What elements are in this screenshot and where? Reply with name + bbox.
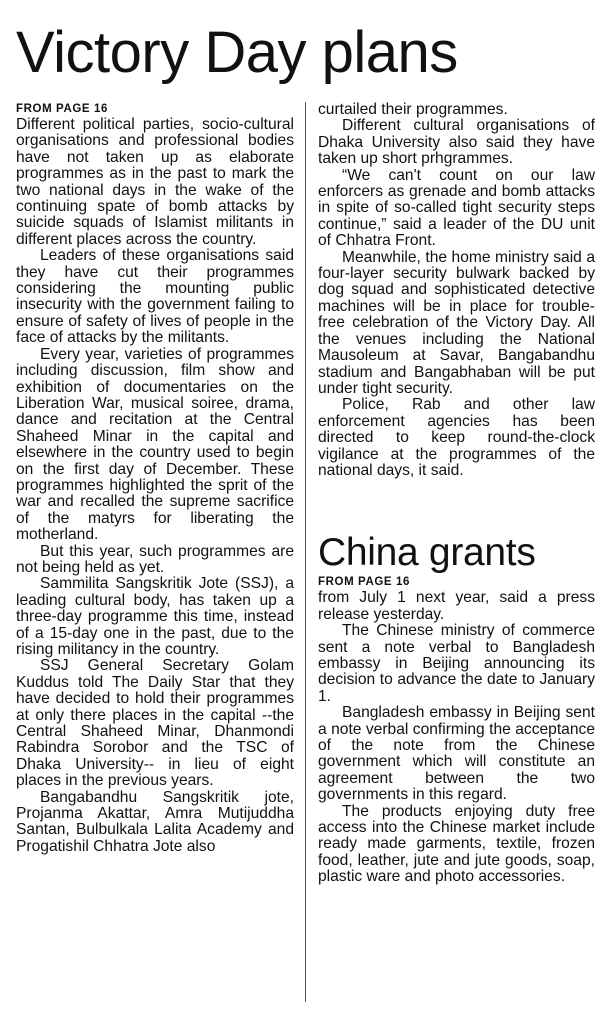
article-kicker: FROM PAGE 16 (318, 576, 410, 589)
body-paragraph: The Chinese ministry of commerce sent a note verbal to Bangladesh embassy in Beijing announcing its decision to advance the date to January 1. (318, 622, 595, 705)
body-paragraph: Leaders of these organisations said they have cut their programmes considering the mounting public insecurity with the government failing to ensure of safety of lives of people in the face of attacks by the militants. (16, 247, 294, 347)
body-paragraph: Every year, varieties of programmes including discussion, film show and exhibition of documentaries on the Liberation War, musical soiree, drama, dance and recitation at the Central Shaheed Minar in the capital and elsewhere in the country used to begin on the first day of December. These programmes highlighted the sprit of the war and recalled the supreme sacrifice of the matyrs for liberating the motherland. (16, 345, 294, 544)
body-paragraph: Different political parties, socio-cultural organisations and professional bodies have not taken up as elaborate programmes as in the past to mark the two national days in the wake of the continuing spate of bomb attacks by suicide squads of Islamist militants in different places across the country. (16, 116, 294, 248)
column-divider (305, 102, 306, 1002)
left-column (16, 102, 294, 855)
body-paragraph: Bangabandhu Sangskritik jote, Projanma Akattar, Amra Mutijuddha Santan, Bulbulkala Lalita Academy and Progatishil Chhatra Jote also (16, 788, 294, 855)
body-paragraph: Bangladesh embassy in Beijing sent a note verbal confirming the acceptance of the note from the Chinese government which will constitute an agreement between the two governments in this regard. (318, 704, 595, 804)
right-column (318, 102, 595, 886)
body-paragraph: But this year, such programmes are not being held as yet. (16, 542, 294, 576)
body-paragraph: Sammilita Sangskritik Jote (SSJ), a leading cultural body, has taken up a three-day programme this time, instead of a 15-day one in the past, due to the rising militancy in the country. (16, 575, 294, 658)
body-paragraph: The products enjoying duty free access into the Chinese market include ready made garments, textile, frozen food, leather, jute and jute goods, soap, plastic ware and photo accessories. (318, 802, 595, 886)
body-paragraph-continued: curtailed their programmes. (318, 101, 508, 118)
body-paragraph: Different cultural organisations of Dhaka University also said they have taken up short prhgrammes. (318, 117, 595, 168)
body-paragraph: SSJ General Secretary Golam Kuddus told The Daily Star that they have decided to hold their programmes at only there places in the capital --the Central Shaheed Minar, Dhanmondi Rabindra Sorobor and the TSC of Dhaka University-- in lieu of eight places in the previous years. (16, 657, 294, 790)
body-paragraph: Police, Rab and other law enforcement agencies has been directed to keep round-the-clock vigilance at the programmes of the national days, it said. (318, 396, 595, 479)
body-paragraph: “We can't count on our law enforcers as grenade and bomb attacks in spite of so-called tight security steps continue,” said a leader of the DU unit of Chhatra Front. (318, 166, 595, 250)
body-paragraph: from July 1 next year, said a press release yesterday. (318, 589, 595, 623)
article-kicker: FROM PAGE 16 (16, 103, 108, 115)
body-paragraph: Meanwhile, the home ministry said a four-layer security bulwark backed by dog squad and sophisticated detective machines will be in place for trouble-free celebration of the Victory Day. All the venues including the National Mausoleum at Savar, Bangabandhu stadium and Bangabhaban will be put under tight security. (318, 248, 595, 397)
article-headline-victory-day: Victory Day plans (16, 20, 458, 85)
article-headline-china-grants: China grants (318, 531, 536, 575)
